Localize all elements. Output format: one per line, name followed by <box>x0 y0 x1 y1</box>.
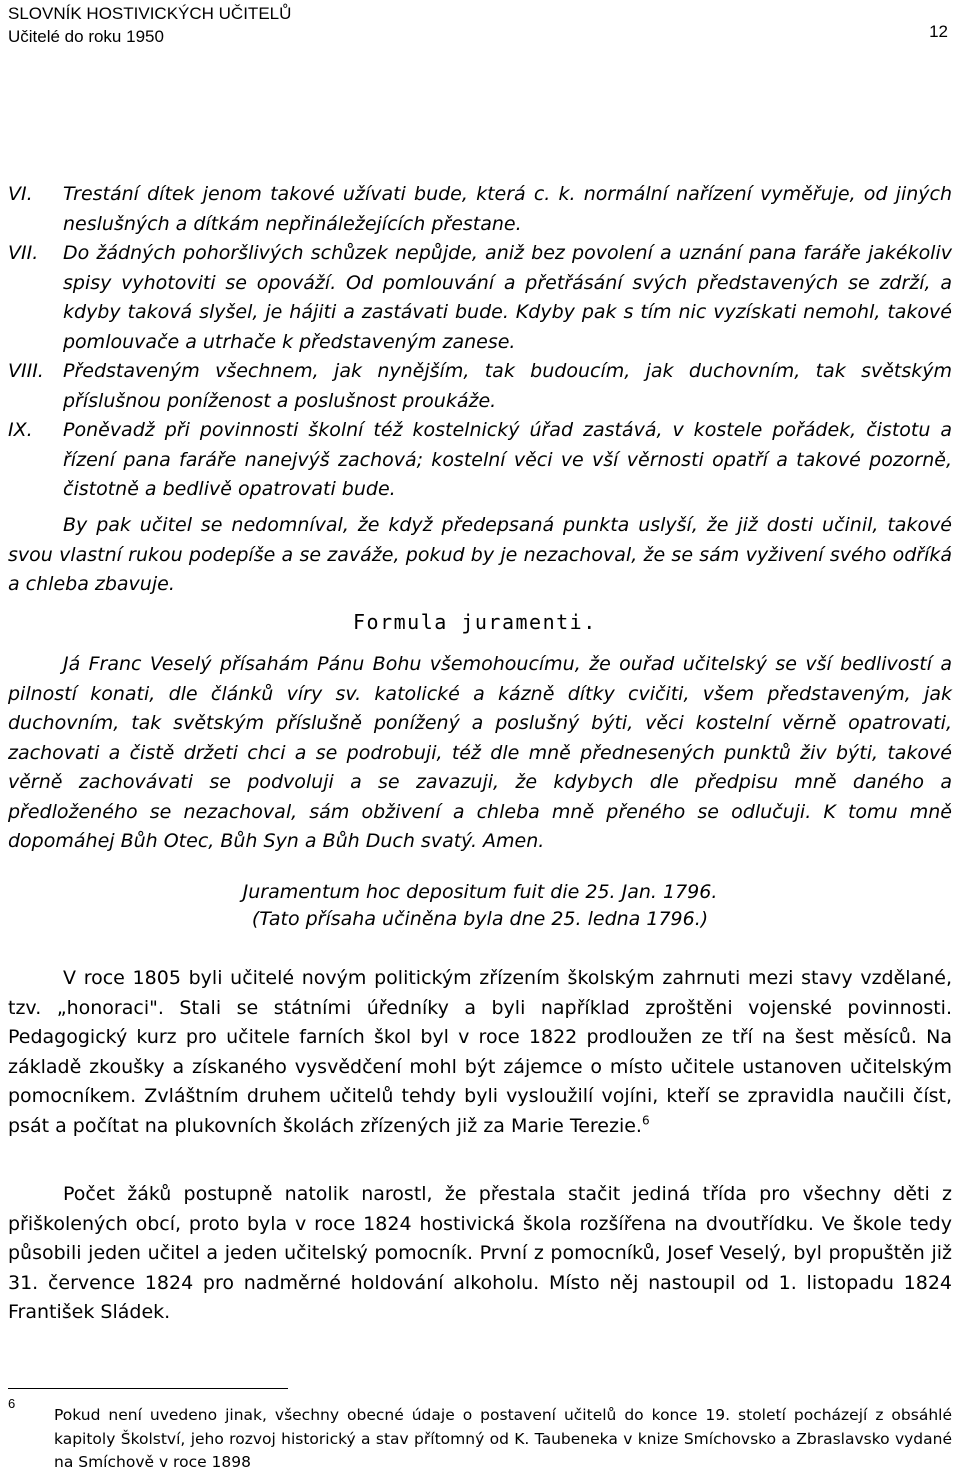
rule-text: Poněvadž při povinnosti školní též kostelnický úřad zastává, v kostele pořádek, čistotu a řízení pana faráře nanejvýš zachová; kostelní věci ve vší věrnosti opatří a takové pozorně, čistotně a bedlivě opatrovati bude. <box>63 419 952 500</box>
rule-item-viii <box>8 357 952 416</box>
rule-text: Představeným všechnem, jak nynějším, tak budoucím, jak duchovním, tak světským příslušnou poníženost a poslušnost proukáže. <box>63 360 952 412</box>
closing-paragraph: By pak učitel se nedomníval, že když předepsaná punkta uslyší, že již dosti učinil, takové svou vlastní rukou podepíše a se zaváže, pokud by je nezachoval, že se sám vyživení svého odříká a chleba zbavuje. <box>8 514 952 595</box>
rule-text: Do žádných pohoršlivých schůzek nepůjde, aniž bez povolení a uznání pana faráře jakékoliv spisy vyhotoviti se opováží. Od pomlouvání a přetřásání svých představených se zdrží, a kdyby taková slyšel, je hájiti a zastávati bude. Kdyby pak s tím nic vyzískati nemohl, takové pomlouvače a utrhače k představeným zanese. <box>63 242 952 353</box>
czech-note: (Tato přísaha učiněna byla dne 25. ledna 1796.) <box>251 908 709 930</box>
header-subtitle: Učitelé do roku 1950 <box>8 27 164 46</box>
footnote-number: 6 <box>8 1396 16 1411</box>
rule-number: VII. <box>8 242 39 264</box>
header-title: SLOVNÍK HOSTIVICKÝCH UČITELŮ <box>8 4 292 23</box>
rule-number: VI. <box>8 183 33 205</box>
latin-note: Juramentum hoc depositum fuit die 25. Jan. 1796. <box>242 881 718 903</box>
footnote-reference[interactable]: 6 <box>641 1113 650 1128</box>
oath-paragraph: Já Franc Veselý přísahám Pánu Bohu všemohoucímu, že ouřad učitelský se vší bedlivostí a pilností konati, dle článků víry sv. katolické a kázně dítky cvičiti, všem představeným, jak duchovním, tak světským příslušně ponížený a poslušný býti, věci kostelní věrně opatrovati, zachovati a čistě držeti chci a se podrobuji, též dle mně přednesených punktů živ býti, takové věrně zachovávati se podvoluji a se zavazuji, že kdybych dle předpisu mně daného a předloženého se nezachoval, sám obživení a chleba mně přeného se odlučuji. K tomu mně dopomáhej Bůh Otec, Bůh Syn a Bůh Duch svatý. Amen. <box>8 653 952 852</box>
rule-text: Trestání dítek jenom takové užívati bude, která c. k. normální nařízení vyměřuje, od jiných neslušných a dítkám nepřináležejících přestane. <box>63 183 952 235</box>
paragraph-1805-text: V roce 1805 byli učitelé novým politickým zřízením školským zahrnuti mezi stavy vzdělané, tzv. „honoraci". Stali se státními úředníky a byli například zproštěni vojenské povinnosti. Pedagogický kurz pro učitele farních škol byl v roce 1822 prodloužen ze tří na šest měsíců. Na základě zkoušky a získaného vysvědčení mohl být zájemce o místo učitele ustanoven učitelským pomocníkem. Zvláštním druhem učitelů tehdy byli vysloužilí vojíni, kteří se zpravidla naučili číst, psát a počítat na plukovních školách zřízených již za Marie Terezie. <box>8 967 952 1137</box>
rule-item-ix <box>8 416 952 505</box>
paragraph-pupils: Počet žáků postupně natolik narostl, že přestala stačit jediná třída pro všechny děti z přiškolených obcí, proto byla v roce 1824 hostivická škola rozšířena na dvoutřídku. Ve škole tedy působili jeden učitel a jeden učitelský pomocník. První z pomocníků, Josef Veselý, byl propuštěn již 31. července 1824 pro nadměrné holdování alkoholu. Místo něj nastoupil od 1. listopadu 1824 František Sládek. <box>8 1183 952 1323</box>
page-number: 12 <box>929 22 948 41</box>
rule-item-vi <box>8 180 952 239</box>
footnote-divider <box>8 1388 288 1389</box>
formula-title: Formula juramenti. <box>353 610 597 634</box>
footnote-text: Pokud není uvedeno jinak, všechny obecné údaje o postavení učitelů do konce 19. století pocházejí z obsáhlé kapitoly Školství, jeho rozvoj historický a stav přítomný od K. Taubeneka v knize Smíchovsko a Zbraslavsko vydané na Smíchově v roce 1898 <box>54 1406 952 1471</box>
rule-number: IX. <box>8 419 33 441</box>
running-header <box>8 2 291 48</box>
paragraph-1805 <box>8 964 952 1141</box>
rule-item-vii <box>8 239 952 357</box>
rules-list <box>8 180 952 505</box>
rule-number: VIII. <box>8 360 44 382</box>
